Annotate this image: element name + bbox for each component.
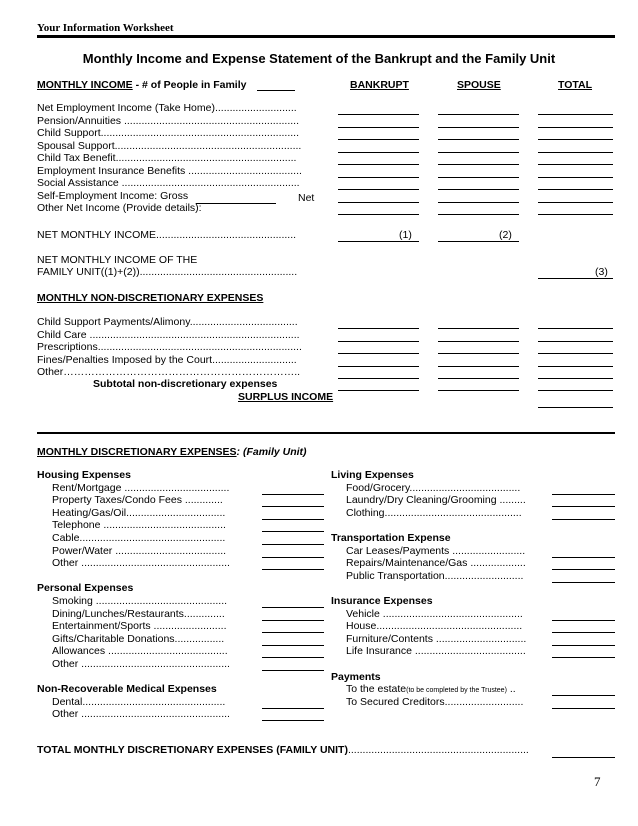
expense-item-label: Property Taxes/Condo Fees ............. xyxy=(52,494,223,507)
surplus-income-label: SURPLUS INCOME xyxy=(238,391,334,403)
expense-amount-field[interactable] xyxy=(262,670,324,671)
expense-item-label: Furniture/Contents ............................... xyxy=(346,632,527,645)
total-expense-field[interactable] xyxy=(538,378,613,379)
expense-amount-field[interactable] xyxy=(262,657,324,658)
income-row-label: Net Employment Income (Take Home)............................ xyxy=(37,102,297,114)
self-employment-gross-field[interactable] xyxy=(196,203,276,204)
income-row-label: Pension/Annuities ............................................................ xyxy=(37,114,300,127)
expense-item-label: Other ................................................... xyxy=(52,557,230,570)
total-amount-field[interactable] xyxy=(538,164,613,165)
spouse-amount-field[interactable] xyxy=(438,214,519,215)
total-expense-field[interactable] xyxy=(538,353,613,354)
spouse-subtotal-field[interactable] xyxy=(438,390,519,391)
bankrupt-amount-field[interactable] xyxy=(338,164,419,165)
people-count-field[interactable] xyxy=(257,90,295,91)
expense-item-label: Other ................................................... xyxy=(52,708,230,721)
expense-group-title: Housing Expenses xyxy=(37,469,131,481)
expense-item-label: Car Leases/Payments ......................... xyxy=(346,544,526,557)
expense-amount-field[interactable] xyxy=(552,645,615,646)
family-unit-label: : (Family Unit) xyxy=(236,446,307,458)
total-expense-field[interactable] xyxy=(538,328,613,329)
expense-item-label: Public Transportation........................... xyxy=(346,569,524,582)
column-bankrupt: BANKRUPT xyxy=(350,79,409,91)
total-amount-field[interactable] xyxy=(538,127,613,128)
expense-item-label: Rent/Mortgage .................................... xyxy=(52,481,230,494)
spouse-expense-field[interactable] xyxy=(438,341,519,342)
total-expense-field[interactable] xyxy=(538,341,613,342)
subtotal-label: Subtotal non-discretionary expenses xyxy=(93,378,278,390)
bankrupt-subtotal-field[interactable] xyxy=(338,390,419,391)
monthly-income-heading xyxy=(37,79,246,91)
expense-amount-field[interactable] xyxy=(552,657,615,658)
income-row-label: Social Assistance ............................................................. xyxy=(37,177,300,189)
expense-amount-field[interactable] xyxy=(262,506,324,507)
total-amount-field[interactable] xyxy=(538,177,613,178)
expense-row-label: Other………………………………………………………….. xyxy=(37,366,301,378)
income-row-label: Other Net Income (Provide details): xyxy=(37,202,202,214)
expense-group-title: Payments xyxy=(331,670,381,683)
surplus-income-field[interactable] xyxy=(538,407,613,408)
mark-3: (3) xyxy=(595,266,608,278)
expense-item-label: Repairs/Maintenance/Gas ................... xyxy=(346,557,526,570)
bankrupt-amount-field[interactable] xyxy=(338,202,419,203)
expense-group-title: Personal Expenses xyxy=(37,582,134,595)
expense-item-label: Dining/Lunches/Restaurants.............. xyxy=(52,607,225,620)
worksheet-header: Your Information Worksheet xyxy=(37,22,174,34)
spouse-amount-field[interactable] xyxy=(438,202,519,203)
estate-label: To the estate xyxy=(346,683,407,696)
bankrupt-expense-field[interactable] xyxy=(338,328,419,329)
expense-amount-field[interactable] xyxy=(262,569,324,570)
document-title: Monthly Income and Expense Statement of the Bankrupt and the Family Unit xyxy=(82,51,556,66)
expense-amount-field[interactable] xyxy=(262,607,324,608)
net-monthly-income-label: NET MONTHLY INCOME................................................ xyxy=(37,229,297,241)
expense-item-label: Food/Grocery...................................... xyxy=(346,481,521,494)
column-spouse: SPOUSE xyxy=(457,79,501,91)
discretionary-label: MONTHLY DISCRETIONARY EXPENSES xyxy=(37,446,237,458)
income-row-label: Child Support.................................................................... xyxy=(37,127,299,139)
mark-2: (2) xyxy=(499,229,512,241)
expense-amount-field[interactable] xyxy=(262,632,324,633)
expense-group-title: Insurance Expenses xyxy=(331,595,433,607)
expense-item-label: Dental................................................. xyxy=(52,695,226,708)
bankrupt-amount-field[interactable] xyxy=(338,127,419,128)
expense-amount-field[interactable] xyxy=(552,582,615,583)
expense-item-label: Entertainment/Sports ......................... xyxy=(52,620,227,633)
expense-amount-field[interactable] xyxy=(552,695,615,696)
expense-item-label: House.................................................. xyxy=(346,620,523,633)
bankrupt-amount-field[interactable] xyxy=(338,114,419,115)
page-number: 7 xyxy=(594,774,601,789)
expense-row-label: Child Support Payments/Alimony..................................... xyxy=(37,316,298,328)
expense-amount-field[interactable] xyxy=(262,531,324,532)
expense-amount-field[interactable] xyxy=(552,557,615,558)
estate-dots: .. xyxy=(506,683,516,696)
total-subtotal-field[interactable] xyxy=(538,390,613,391)
spouse-amount-field[interactable] xyxy=(438,177,519,178)
total-discretionary-label xyxy=(37,744,529,756)
trustee-note: (to be completed by the Trustee) xyxy=(406,687,507,695)
expense-item-label: Power/Water ...................................... xyxy=(52,544,227,557)
family-net-income-field[interactable] xyxy=(538,278,613,279)
spouse-amount-field[interactable] xyxy=(438,189,519,190)
expense-amount-field[interactable] xyxy=(262,720,324,721)
bankrupt-expense-field[interactable] xyxy=(338,341,419,342)
income-row-label: Spousal Support................................................................ xyxy=(37,139,302,152)
mark-1: (1) xyxy=(399,229,412,241)
expense-item-label: Gifts/Charitable Donations................. xyxy=(52,632,225,645)
bankrupt-amount-field[interactable] xyxy=(338,152,419,153)
expense-item-label: Heating/Gas/Oil.................................. xyxy=(52,506,226,519)
spouse-amount-field[interactable] xyxy=(438,164,519,165)
spouse-net-income-field[interactable] xyxy=(438,241,519,242)
expense-item-label: Telephone .......................................... xyxy=(52,519,226,532)
income-row-label: Self-Employment Income: Gross xyxy=(37,189,189,202)
expense-amount-field[interactable] xyxy=(552,494,615,495)
spouse-expense-field[interactable] xyxy=(438,378,519,379)
expense-amount-field[interactable] xyxy=(262,708,324,709)
non-discretionary-heading: MONTHLY NON-DISCRETIONARY EXPENSES xyxy=(37,292,264,304)
total-discretionary-dots: .............................................................. xyxy=(347,744,529,756)
expense-item-label: Cable.................................................. xyxy=(52,532,226,544)
expense-item-label: Clothing............................................... xyxy=(346,506,522,519)
total-amount-field[interactable] xyxy=(538,189,613,190)
section-divider xyxy=(37,432,615,434)
total-amount-field[interactable] xyxy=(538,202,613,203)
expense-amount-field[interactable] xyxy=(552,632,615,633)
expense-item-label: To Secured Creditors........................... xyxy=(346,695,524,708)
expense-amount-field[interactable] xyxy=(552,569,615,570)
total-amount-field[interactable] xyxy=(538,139,613,140)
bankrupt-amount-field[interactable] xyxy=(338,177,419,178)
income-row-label: Employment Insurance Benefits ....................................... xyxy=(37,164,302,177)
expense-item-label: Allowances ......................................... xyxy=(52,645,228,658)
total-discretionary-field[interactable] xyxy=(552,757,615,758)
expense-amount-field[interactable] xyxy=(262,494,324,495)
net-label: Net xyxy=(298,192,315,204)
expense-amount-field[interactable] xyxy=(552,708,615,709)
expense-amount-field[interactable] xyxy=(552,519,615,520)
expense-amount-field[interactable] xyxy=(262,620,324,621)
expense-item-label: Vehicle ................................................ xyxy=(346,607,523,620)
expense-item-label: Smoking ............................................. xyxy=(52,595,228,607)
family-income-label-line1: NET MONTHLY INCOME OF THE xyxy=(37,254,198,266)
bankrupt-expense-field[interactable] xyxy=(338,366,419,367)
header-rule xyxy=(37,35,615,38)
spouse-expense-field[interactable] xyxy=(438,353,519,354)
monthly-income-label: MONTHLY INCOME xyxy=(37,79,133,91)
expense-amount-field[interactable] xyxy=(262,645,324,646)
expense-amount-field[interactable] xyxy=(262,519,324,520)
people-in-family-label: - # of People in Family xyxy=(132,79,247,91)
expense-item-label: Other ................................................... xyxy=(52,658,230,670)
spouse-amount-field[interactable] xyxy=(438,127,519,128)
spouse-amount-field[interactable] xyxy=(438,114,519,115)
total-amount-field[interactable] xyxy=(538,152,613,153)
total-expense-field[interactable] xyxy=(538,366,613,367)
expense-amount-field[interactable] xyxy=(262,557,324,558)
expense-item-label: Laundry/Dry Cleaning/Grooming ......... xyxy=(346,494,526,507)
discretionary-heading xyxy=(37,446,307,458)
expense-amount-field[interactable] xyxy=(262,544,324,545)
expense-row-label: Prescriptions...................................................................... xyxy=(37,341,302,353)
expense-group-title: Non-Recoverable Medical Expenses xyxy=(37,683,217,696)
spouse-expense-field[interactable] xyxy=(438,328,519,329)
expense-row-label: Fines/Penalties Imposed by the Court............................. xyxy=(37,353,297,366)
bankrupt-amount-field[interactable] xyxy=(338,139,419,140)
expense-group-title: Living Expenses xyxy=(331,469,414,481)
income-row-label: Child Tax Benefit.............................................................. xyxy=(37,152,297,164)
total-amount-field[interactable] xyxy=(538,114,613,115)
spouse-amount-field[interactable] xyxy=(438,152,519,153)
total-amount-field[interactable] xyxy=(538,214,613,215)
expense-item-label: Life Insurance ...................................... xyxy=(346,645,526,658)
column-total: TOTAL xyxy=(558,79,593,91)
family-income-label-line2: FAMILY UNIT((1)+(2))...................................................... xyxy=(37,266,298,278)
total-discretionary-text: TOTAL MONTHLY DISCRETIONARY EXPENSES (FAMILY UNIT) xyxy=(37,744,348,756)
bankrupt-expense-field[interactable] xyxy=(338,353,419,354)
spouse-amount-field[interactable] xyxy=(438,139,519,140)
expense-group-title: Transportation Expense xyxy=(331,532,451,544)
bankrupt-amount-field[interactable] xyxy=(338,214,419,215)
expense-amount-field[interactable] xyxy=(552,620,615,621)
bankrupt-amount-field[interactable] xyxy=(338,189,419,190)
expense-row-label: Child Care ........................................................................ xyxy=(37,328,300,341)
bankrupt-expense-field[interactable] xyxy=(338,378,419,379)
spouse-expense-field[interactable] xyxy=(438,366,519,367)
bankrupt-net-income-field[interactable] xyxy=(338,241,419,242)
expense-amount-field[interactable] xyxy=(552,506,615,507)
